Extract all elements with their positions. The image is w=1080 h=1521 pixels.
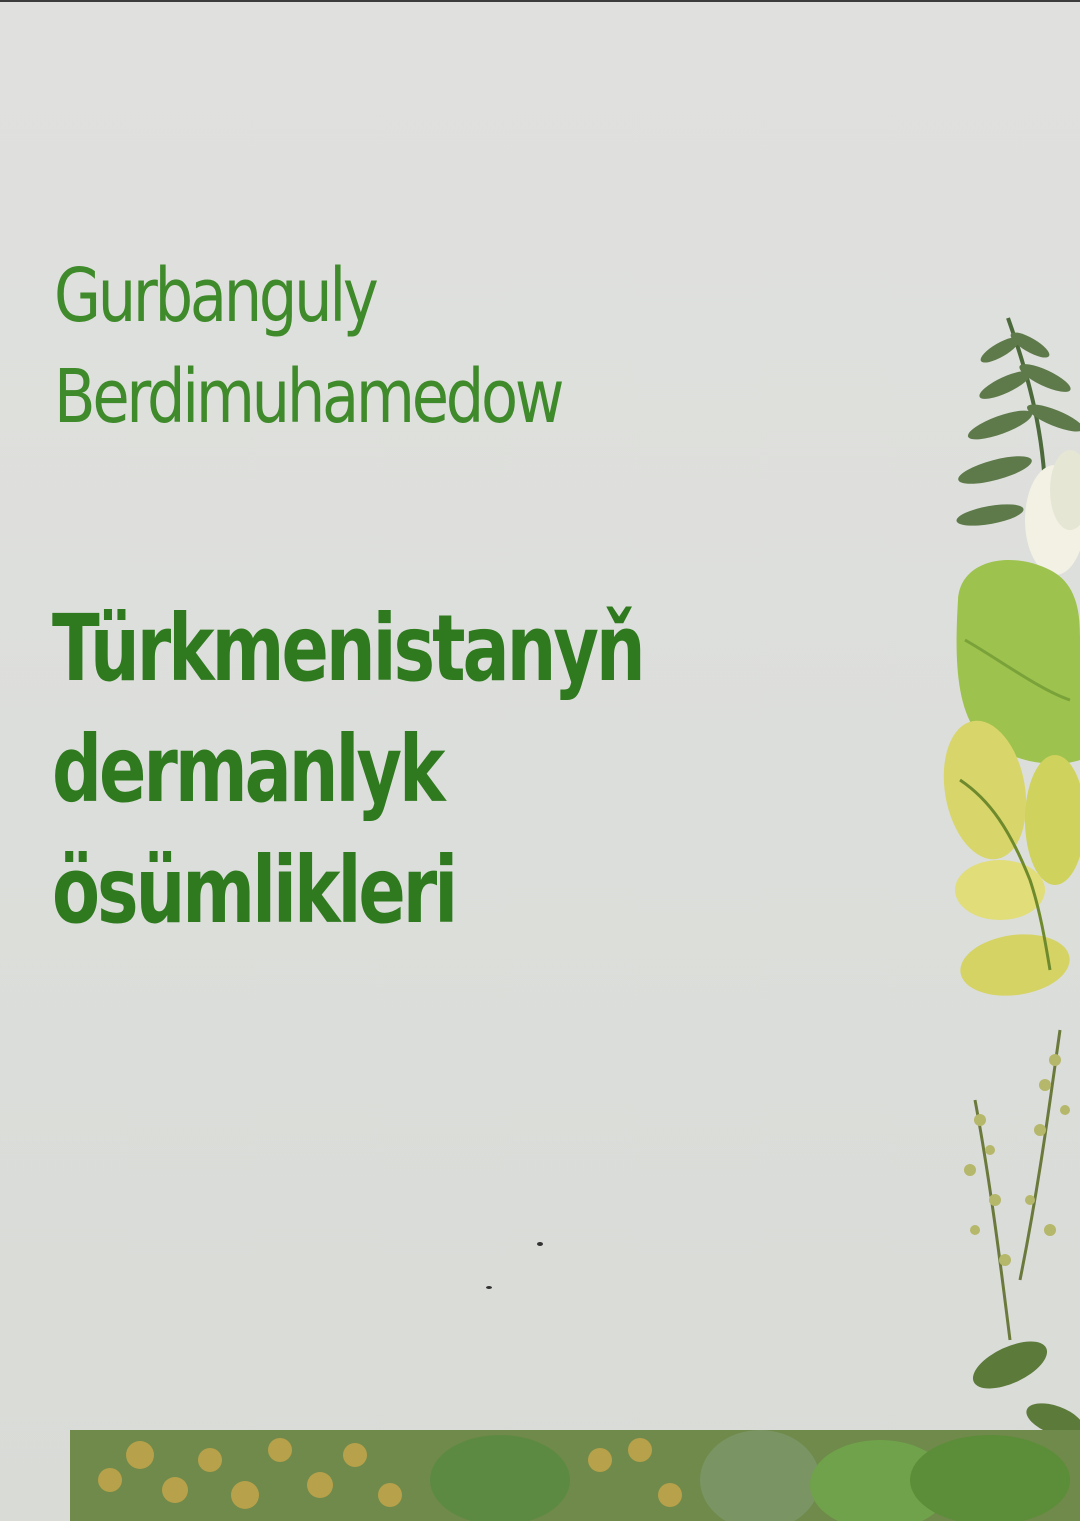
author-first-name: Gurbanguly	[54, 253, 376, 339]
title-line-1: Türkmenistanyň	[52, 595, 643, 702]
small-leaves-illustration	[966, 1332, 1080, 1444]
title-line-2: dermanlyk	[52, 716, 443, 823]
author-last-name: Berdimuhamedow	[54, 354, 562, 440]
bottom-foliage-strip	[70, 1430, 1080, 1521]
title-line-3: ösümlikleri	[52, 837, 456, 944]
white-flower-illustration	[1025, 450, 1080, 575]
seed-sprig-illustration	[964, 1030, 1070, 1340]
variegated-leaves-illustration	[933, 714, 1080, 1002]
